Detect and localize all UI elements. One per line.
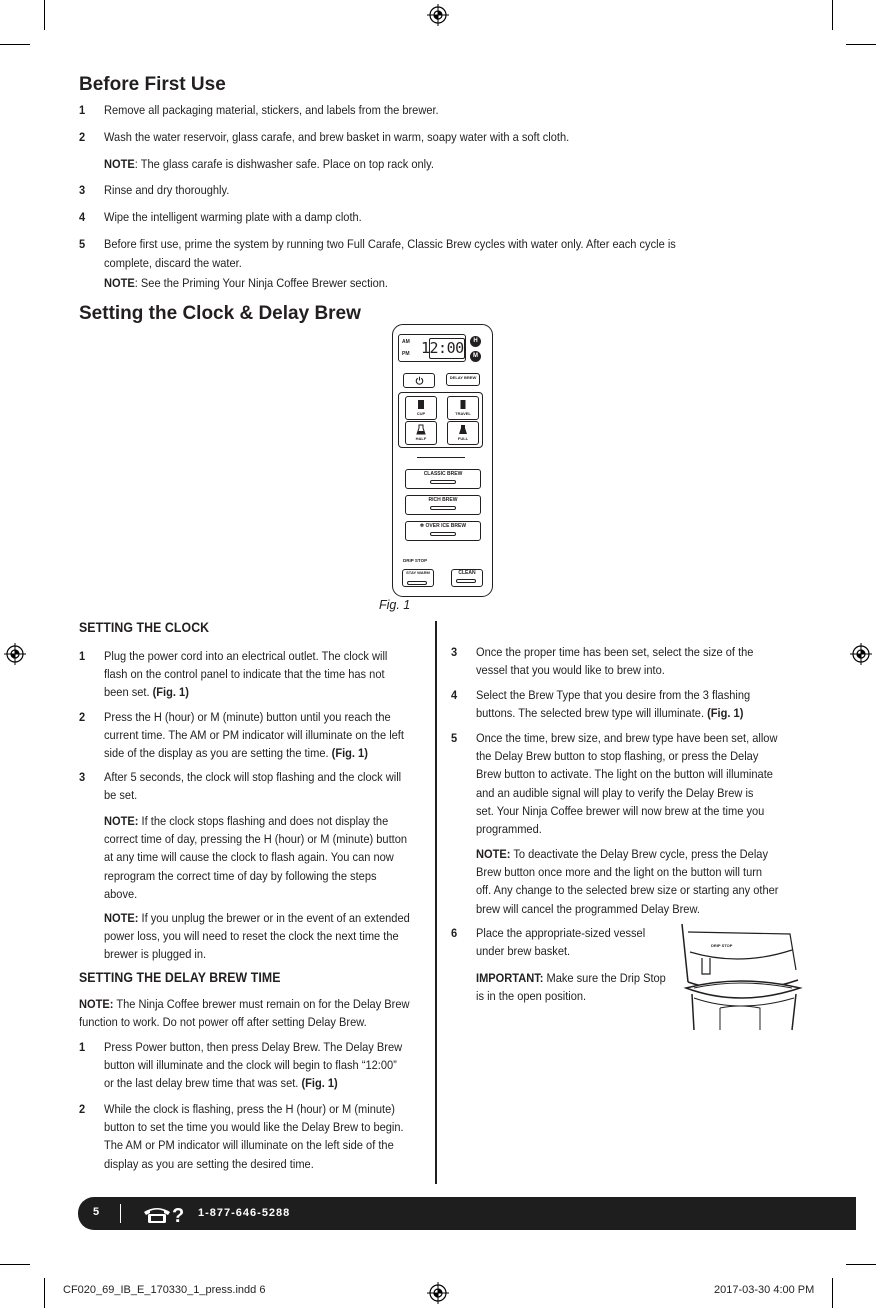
crop-mark [44,0,45,30]
figure-ref: (Fig. 1) [301,1076,338,1091]
step-line: vessel that you would like to brew into. [476,663,665,678]
step-number: 3 [79,183,86,197]
time-display: 12:00 [421,339,464,357]
step-number: 3 [79,770,86,784]
step-number: 5 [79,237,86,251]
note-label: NOTE: [79,997,114,1011]
crop-mark [0,44,30,45]
minute-button[interactable]: M [470,351,481,362]
step-number: 2 [79,710,86,724]
snowflake-icon: ❄ [419,523,426,529]
note-label: NOTE: [104,814,139,828]
step-line: flash on the control panel to indicate that the time has not [104,667,385,682]
step-line: be set. [104,788,138,803]
registration-mark-icon [4,643,26,665]
stay-warm-button[interactable] [402,569,434,587]
step-line: The AM or PM indicator will illuminate on the left side of the [104,1138,394,1153]
power-icon [415,376,424,385]
indicator-light [430,480,456,484]
note-line: brew will cancel the programmed Delay Brew. [476,901,700,916]
note-text: : The glass carafe is dishwasher safe. Place on top rack only. [134,157,434,171]
note-line: If the clock stops flashing and does not display the [138,814,389,828]
rich-brew-button[interactable] [405,495,481,515]
important-note [476,969,666,1005]
indicator-light [456,579,476,583]
note-line: above. [104,886,138,901]
indicator-light [407,581,427,585]
step-line: Place the appropriate-sized vessel [476,926,646,940]
page-number: 5 [93,1206,100,1218]
step-line: Brew button to activate. The light on the button will illuminate [476,767,773,782]
note-line: Make sure the Drip Stop [543,971,666,985]
step-line: After 5 seconds, the clock will stop flashing and the clock will [104,770,402,784]
note-line: reprogram the correct time of day by following the steps [104,868,377,883]
cup-icon [417,399,425,410]
step-text [104,1100,404,1173]
note-label: NOTE [104,157,135,171]
step-text: Before first use, prime the system by running two Full Carafe, Classic Brew cycles with water only. After each cycle is [104,237,676,251]
step-number: 6 [451,926,458,940]
crop-mark [0,1264,30,1265]
travel-label: TRAVEL [455,411,471,416]
note [104,274,388,292]
travel-button[interactable] [447,396,479,420]
brewer-drip-stop-illustration [680,922,805,1034]
registration-mark-icon [427,1282,449,1304]
section-heading-before-first-use: Before First Use [79,74,226,95]
step-line: under brew basket. [476,944,571,959]
classic-brew-button[interactable] [405,469,481,489]
indicator-light [430,506,456,510]
step-number: 2 [79,1102,86,1116]
half-carafe-icon [416,424,426,435]
note-line: power loss, you will need to reset the clock the next time the [104,929,399,944]
step-number: 4 [451,688,458,702]
column-divider [435,621,437,1184]
stay-warm-label: STAY WARM [406,570,430,575]
crop-mark [832,1278,833,1308]
step-text: complete, discard the water. [104,256,242,270]
figure-caption: Fig. 1 [379,598,411,612]
clock-display [398,334,466,362]
am-label: AM [402,339,410,345]
indicator-light [430,532,456,536]
step-text [104,768,401,804]
step-number: 1 [79,649,86,663]
note-line: Brew button once more and the light on the button will turn [476,865,763,880]
section-heading-delay-brew-time: SETTING THE DELAY BREW TIME [79,969,281,985]
step-line: set. Your Ninja Coffee brewer will now brew at the time you [476,803,765,818]
note-line: If you unplug the brewer or in the event of an extended [138,911,410,925]
note-line: The Ninja Coffee brewer must remain on for the Delay Brew [113,997,410,1011]
note-line: function to work. Do not power off after setting Delay Brew. [79,1015,367,1030]
step-line: Once the proper time has been set, select the size of the [476,645,754,659]
step-line: Press Power button, then press Delay Brew. The Delay Brew [104,1040,403,1054]
step-line: button to set the time you would like the Delay Brew to begin. [104,1120,404,1135]
step-number: 3 [451,645,458,659]
figure-ref: (Fig. 1) [152,685,189,700]
step-line: While the clock is flashing, press the H (hour) or M (minute) [104,1102,395,1116]
note [104,909,410,964]
rich-brew-label: RICH BREW [428,497,458,503]
step-line: Plug the power cord into an electrical outlet. The clock will [104,649,388,663]
pm-label: PM [402,351,410,357]
footer-divider [120,1204,121,1223]
delay-brew-button[interactable]: DELAY BREW [446,373,480,386]
step-text [476,924,645,960]
step-line: button will illuminate and the clock will begin to flash “12:00” [104,1058,397,1073]
step-text: Wash the water reservoir, glass carafe, and brew basket in warm, soapy water with a soft cloth. [104,130,570,144]
note-line: off. Any change to the selected brew size or starting any other [476,883,779,898]
note-line: is in the open position. [476,989,587,1004]
footer-bar [78,1197,856,1230]
section-heading-setting-clock-delay: Setting the Clock & Delay Brew [79,303,361,324]
step-line: been set. [104,685,153,700]
note-label: NOTE: [104,911,139,925]
phone-number: 1-877-646-5288 [198,1207,291,1219]
step-text [476,643,753,679]
full-carafe-icon [458,424,468,435]
travel-mug-icon [459,399,467,410]
power-button[interactable] [403,373,435,388]
step-text [476,729,777,838]
step-line: the Delay Brew button to stop flashing, or press the Delay [476,749,759,764]
control-panel-figure [392,324,493,597]
step-text: Rinse and dry thoroughly. [104,183,230,197]
step-text [476,686,750,722]
registration-mark-icon [850,643,872,665]
note [79,995,410,1031]
crop-mark [846,44,876,45]
figure-ref: (Fig. 1) [707,706,744,721]
step-line: Press the H (hour) or M (minute) button until you reach the [104,710,391,724]
step-text: Remove all packaging material, stickers, and labels from the brewer. [104,103,439,117]
step-text: Wipe the intelligent warming plate with a damp cloth. [104,210,362,224]
step-number: 5 [451,731,458,745]
clean-label: CLEAN [458,570,476,576]
note-line: correct time of day, pressing the H (hour) or M (minute) button [104,832,408,847]
registration-mark-icon [427,4,449,26]
section-heading-setting-the-clock: SETTING THE CLOCK [79,619,210,635]
crop-mark [846,1264,876,1265]
svg-text:?: ? [172,1205,185,1225]
step-number: 4 [79,210,86,224]
step-number: 2 [79,130,86,144]
step-number: 1 [79,1040,86,1054]
over-ice-brew-label: OVER ICE BREW [425,523,467,529]
print-slug-file: CF020_69_IB_E_170330_1_press.indd 6 [63,1284,266,1296]
step-line: buttons. The selected brew type will illuminate. [476,706,708,721]
note-text: : See the Priming Your Ninja Coffee Brewer section. [134,276,389,290]
half-label: HALF [415,436,427,441]
cup-label: CUP [416,411,426,416]
hour-button[interactable]: H [470,336,481,347]
step-line: Once the time, brew size, and brew type have been set, allow [476,731,778,745]
step-line: side of the display as you are setting the time. [104,746,332,761]
phone-help-icon [142,1203,186,1225]
print-slug-date: 2017-03-30 4:00 PM [714,1284,815,1296]
note-label: NOTE: [476,847,511,861]
step-text [104,708,404,763]
step-line: Select the Brew Type that you desire from the 3 flashing [476,688,751,702]
clean-button[interactable] [451,569,483,587]
classic-brew-label: CLASSIC BREW [423,471,463,477]
full-label: FULL [457,436,469,441]
step-line: current time. The AM or PM indicator will illuminate on the left [104,728,404,743]
step-line: display as you are setting the desired time. [104,1156,314,1171]
note-line: To deactivate the Delay Brew cycle, press the Delay [510,847,768,861]
step-text [104,647,387,702]
over-ice-brew-button[interactable] [405,521,481,541]
note [104,155,434,173]
full-carafe-button[interactable] [447,421,479,445]
panel-divider [417,457,465,458]
crop-mark [832,0,833,30]
half-carafe-button[interactable] [405,421,437,445]
important-label: IMPORTANT: [476,971,544,985]
figure-ref: (Fig. 1) [331,746,368,761]
cup-button[interactable] [405,396,437,420]
step-line: or the last delay brew time that was set. [104,1076,302,1091]
step-text [104,1038,402,1093]
note [476,845,778,918]
drip-stop-label: DRIP STOP [403,558,428,563]
note-line: at any time will cause the clock to flash again. You can now [104,850,394,865]
step-line: programmed. [476,822,542,837]
note [104,812,407,903]
note-label: NOTE [104,276,135,290]
note-line: brewer is plugged in. [104,947,207,962]
crop-mark [44,1278,45,1308]
illustration-drip-stop-label: DRIP STOP [711,943,733,948]
step-number: 1 [79,103,86,117]
step-line: and an audible signal will play to verify the Delay Brew is [476,785,754,800]
